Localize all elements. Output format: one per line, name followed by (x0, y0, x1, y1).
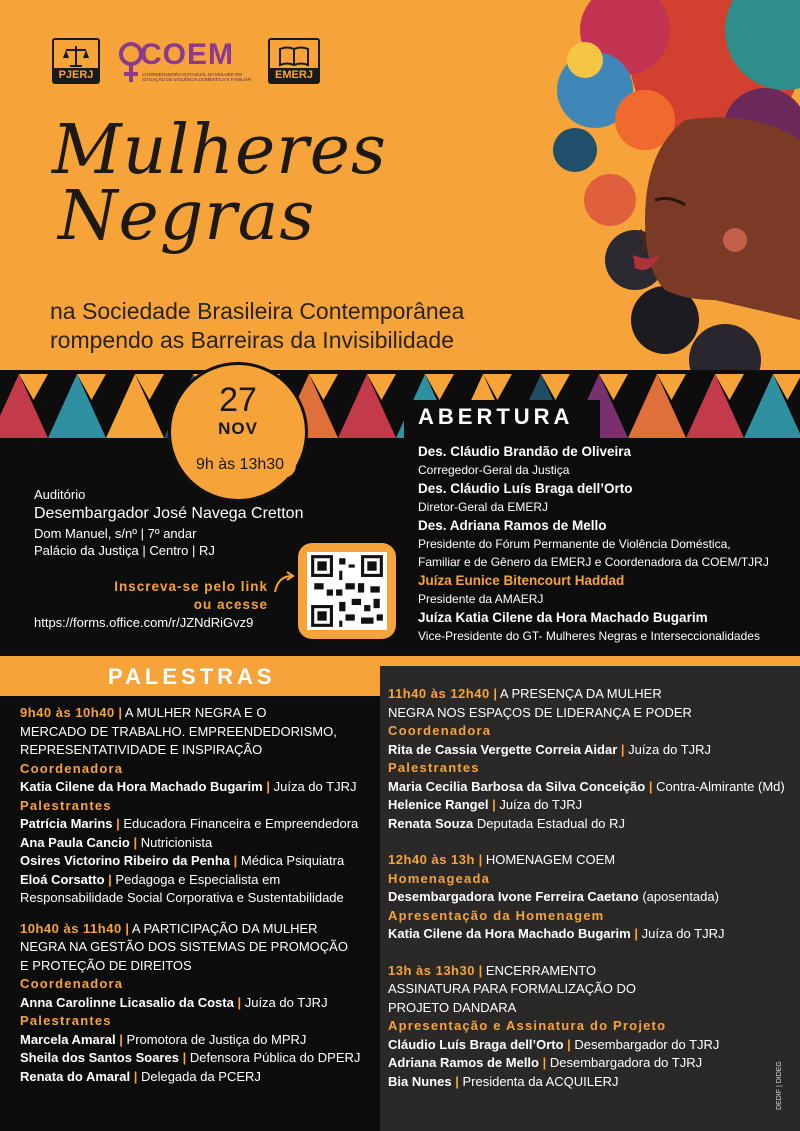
session-title: PROJETO DANDARA (388, 999, 517, 1015)
coem-logo (118, 36, 258, 92)
venue-line-4: Palácio da Justiça | Centro | RJ (34, 543, 215, 558)
emerj-logo-text: EMERJ (270, 68, 318, 82)
session-title: NEGRA NOS ESPAÇOS DE LIDERANÇA E PODER (388, 704, 692, 720)
qr-code-icon (307, 552, 387, 630)
session-title: E PROTEÇÃO DE DIREITOS (20, 957, 192, 973)
abertura-name: Juíza Eunice Bitencourt Haddad (418, 573, 625, 588)
book-icon (278, 45, 310, 67)
hero-section (0, 0, 800, 390)
person-role: Desembargadora do TJRJ (549, 1055, 703, 1070)
session-title: ASSINATURA PARA FORMALIZAÇÃO DO (388, 981, 637, 996)
speakers-label: Palestrantes (20, 1013, 112, 1028)
person-name: Katia Cilene da Hora Machado Bugarim (388, 926, 631, 941)
emerj-logo (268, 38, 320, 84)
pjerj-logo (52, 38, 100, 84)
session-4: 12h40 às 13h | HOMENAGEM COEM Homenageada Desembargadora Ivone Ferreira Caetano (aposentada) Apresentação da Homenagem Katia Cilene da Hora Machado Bugarim | Juíza do TJRJ (388, 851, 793, 944)
person-role: Delegada da PCERJ (140, 1068, 261, 1084)
person-name: Patrícia Marins (20, 816, 113, 831)
palestras-left-column (20, 704, 372, 1086)
person-role: Pedagoga e Especialista em (115, 871, 281, 887)
abertura-role: Familiar e de Gênero da EMERJ e Coordenadora da COEM/TJRJ (418, 555, 769, 569)
person-name: Renata do Amaral (20, 1068, 131, 1084)
person-name: Osires Victorino Ribeiro da Penha (20, 853, 230, 868)
person-name: Anna Carolinne Licasalio da Costa (20, 994, 234, 1010)
session-time: 12h40 às 13h (388, 852, 475, 867)
session-2: 10h40 às 11h40 | A PARTICIPAÇÃO DA MULHER NEGRA NA GESTÃO DOS SISTEMAS DE PROMOÇÃO E PROTEÇÃO DE DIREITOS Coordenadora Anna Carolinne Licasalio da Costa | Juíza do TJRJ Palestrantes Marcela Amaral | Promotora de Justiça do MPRJ Sheila dos Santos Soares | Defensora Pública do DPERJ Renata do Amaral | Delegada da PCERJ (20, 920, 372, 1087)
session-title: A MULHER NEGRA E O (124, 705, 267, 720)
abertura-heading: ABERTURA (418, 404, 574, 429)
signup-line-1: Inscreva-se pelo link (114, 579, 268, 594)
abertura-list (418, 442, 793, 645)
person-role: Juíza do TJRJ (499, 797, 583, 812)
person-role: (aposentada) (642, 889, 719, 904)
date-month: NOV (218, 419, 258, 438)
person-role: Presidenta da ACQUILERJ (462, 1073, 619, 1089)
signup-cta (84, 578, 268, 614)
abertura-role: Presidente da AMAERJ (418, 592, 544, 606)
palestras-heading: PALESTRAS (108, 664, 276, 689)
person-role: Educadora Financeira e Empreendedora (123, 816, 359, 831)
person-role: Juíza do TJRJ (641, 926, 725, 941)
event-title (52, 111, 472, 256)
signup-line-2: ou acesse (193, 597, 268, 612)
person-name: Maria Cecilia Barbosa da Silva Conceição (388, 778, 646, 794)
person-name: Renata Souza (388, 815, 474, 831)
session-time: 13h às 13h30 (388, 962, 475, 978)
person-name: Adriana Ramos de Mello (388, 1055, 539, 1070)
abertura-name: Juíza Katia Cilene da Hora Machado Bugarim (418, 610, 708, 625)
honoree-label: Homenageada (388, 870, 491, 886)
title-line-1: Mulheres (52, 111, 387, 190)
abertura-role: Presidente do Fórum Permanente de Violência Doméstica, (418, 537, 731, 551)
person-name: Cláudio Luís Braga dell’Orto (388, 1036, 564, 1052)
subtitle-line-1: na Sociedade Brasileira Contemporânea (50, 298, 465, 324)
abertura-role: Diretor-Geral da EMERJ (418, 500, 549, 514)
presentation-label: Apresentação da Homenagem (388, 907, 605, 923)
speakers-label: Palestrantes (388, 760, 480, 775)
abertura-role: Corregedor-Geral da Justiça (418, 463, 570, 477)
title-line-2: Negras (58, 177, 316, 256)
session-1: 9h40 às 10h40 | A MULHER NEGRA E O MERCADO DE TRABALHO. EMPREENDEDORISMO, REPRESENTATIVIDADE E INSPIRAÇÃO Coordenadora Katia Cilene da Hora Machado Bugarim | Juíza do TJRJ Palestrantes Patrícia Marins | Educadora Financeira e Empreendedora Ana Paula Cancio | Nutricionista Osires Victorino Ribeiro da Penha | Médica Psiquiatra Eloá Corsatto | Pedagoga e Especialista em Responsabilidade Social Corporativa e Sustentabilidade (20, 704, 372, 908)
coem-logo-subtext: COORDENADORIA ESTADUAL DA MULHER EM SITUAÇÃO DE VIOLÊNCIA DOMÉSTICA E FAMILIAR (142, 72, 252, 82)
session-title: A PARTICIPAÇÃO DA MULHER (131, 920, 318, 936)
person-role: Promotora de Justiça do MPRJ (126, 1031, 307, 1047)
session-title: MERCADO DE TRABALHO. EMPREENDEDORISMO, (20, 723, 337, 739)
session-time: 10h40 às 11h40 (20, 920, 122, 936)
subtitle-line-2: rompendo as Barreiras da Invisibilidade (50, 327, 454, 353)
person-name: Desembargadora Ivone Ferreira Caetano (388, 889, 639, 904)
date-badge (168, 362, 308, 502)
abertura-name: Des. Cláudio Luís Braga dell’Orto (418, 481, 633, 496)
session-title: ENCERRAMENTO (485, 962, 597, 978)
person-role: Nutricionista (140, 834, 213, 850)
event-subtitle (50, 297, 520, 355)
session-title: A PRESENÇA DA MULHER (499, 686, 662, 701)
session-title: NEGRA NA GESTÃO DOS SISTEMAS DE PROMOÇÃO (20, 939, 348, 954)
person-name: Sheila dos Santos Soares (20, 1050, 179, 1065)
abertura-name: Des. Adriana Ramos de Mello (418, 518, 607, 533)
venue-line-3: Dom Manuel, s/nº | 7º andar (34, 526, 197, 541)
qr-code[interactable] (298, 543, 396, 639)
session-time: 11h40 às 12h40 (388, 686, 490, 701)
palestras-right-column (388, 685, 793, 1091)
person-role: Juíza do TJRJ (628, 741, 712, 757)
person-role: Desembargador do TJRJ (574, 1036, 720, 1052)
triangle-pattern-band (0, 370, 800, 438)
person-name: Bia Nunes (388, 1073, 452, 1089)
person-role: Médica Psiquiatra (240, 853, 345, 868)
person-name: Marcela Amaral (20, 1031, 116, 1047)
person-name: Katia Cilene da Hora Machado Bugarim (20, 779, 263, 794)
speakers-label: Palestrantes (20, 797, 112, 813)
session-title: REPRESENTATIVIDADE E INSPIRAÇÃO (20, 742, 263, 757)
person-role: Deputada Estadual do RJ (476, 815, 626, 831)
person-name: Ana Paula Cancio (20, 834, 130, 850)
session-time: 9h40 às 10h40 (20, 705, 115, 720)
abertura-role: Vice-Presidente do GT- Mulheres Negras e Interseccionalidades (418, 629, 760, 643)
session-3: 11h40 às 12h40 | A PRESENÇA DA MULHER NEGRA NOS ESPAÇOS DE LIDERANÇA E PODER Coordenadora Rita de Cassia Vergette Correia Aidar | Juíza do TJRJ Palestrantes Maria Cecilia Barbosa da Silva Conceição | Contra-Almirante (Md) Helenice Rangel | Juíza do TJRJ Renata Souza Deputada Estadual do RJ (388, 685, 793, 833)
coem-logo-text: COEM (140, 38, 234, 71)
pjerj-logo-text: PJERJ (54, 68, 98, 82)
venue-line-1: Auditório (34, 487, 86, 502)
palestras-right-strip (380, 656, 800, 666)
signing-label: Apresentação e Assinatura do Projeto (388, 1018, 667, 1033)
person-name: Helenice Rangel (388, 797, 489, 812)
coordinator-label: Coordenadora (20, 976, 124, 991)
scales-icon (62, 44, 90, 68)
footer-credit: DEDIF | DIDEG (776, 1061, 783, 1110)
date-day: 27 (219, 381, 257, 419)
abertura-name: Des. Cláudio Brandão de Oliveira (418, 444, 632, 459)
person-role: Juíza do TJRJ (244, 994, 328, 1010)
person-name: Rita de Cassia Vergette Correia Aidar (388, 741, 618, 757)
person-role: Juíza do TJRJ (273, 779, 357, 794)
person-role: Responsabilidade Social Corporativa e Sustentabilidade (20, 890, 344, 905)
person-role: Defensora Pública do DPERJ (189, 1050, 361, 1065)
signup-link[interactable]: https://forms.office.com/r/JZNdRiGvz9 (34, 615, 254, 630)
curved-arrow-icon (272, 570, 298, 596)
session-5: 13h às 13h30 | ENCERRAMENTO ASSINATURA PARA FORMALIZAÇÃO DO PROJETO DANDARA Apresentação e Assinatura do Projeto Cláudio Luís Braga dell’Orto | Desembargador do TJRJ Adriana Ramos de Mello | Desembargadora do TJRJ Bia Nunes | Presidenta da ACQUILERJ (388, 962, 793, 1092)
venue-info (34, 486, 303, 559)
time-badge: 9h às 13h30 (184, 452, 296, 478)
coordinator-label: Coordenadora (388, 723, 492, 738)
person-role: Contra-Almirante (Md) (656, 778, 785, 794)
coordinator-label: Coordenadora (20, 760, 124, 776)
venue-line-2: Desembargador José Navega Cretton (34, 505, 304, 522)
person-name: Eloá Corsatto (20, 871, 105, 887)
session-title: HOMENAGEM COEM (485, 852, 616, 867)
